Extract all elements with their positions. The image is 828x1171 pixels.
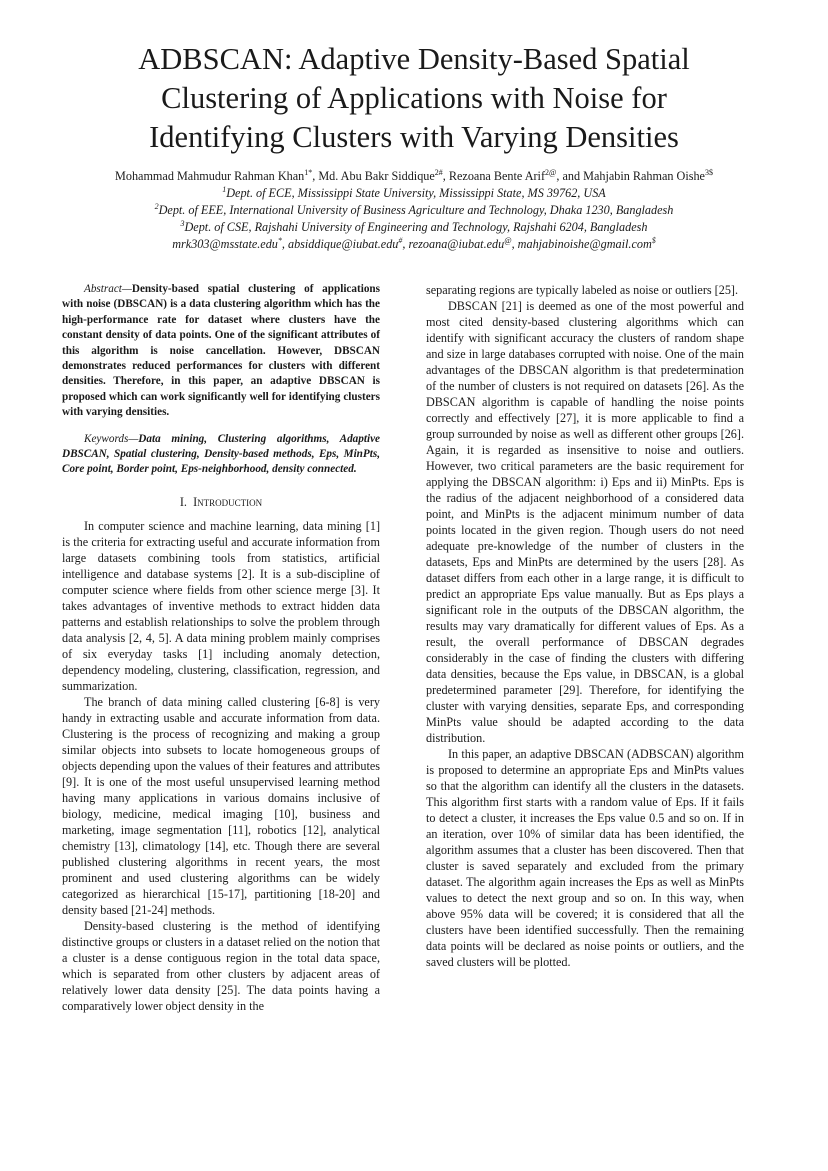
title-line: Identifying Clusters with Varying Densities: [149, 120, 679, 154]
author-name: Mohammad Mahmudur Rahman Khan: [115, 169, 305, 183]
email-marker: @: [504, 235, 512, 245]
keywords-text: Data mining, Clustering algorithms, Adaptive DBSCAN, Spatial clustering, Density-based methods, Eps, MinPts, Core point, Border point, Eps-neighborhood, density connected.: [62, 432, 380, 476]
affiliation: [40, 185, 788, 202]
email: mrk303@msstate.edu: [172, 237, 278, 251]
email: , rezoana@iubat.edu: [402, 237, 505, 251]
body-paragraph: The branch of data mining called clustering [6-8] is very handy in extracting usable and accurate information from data. Clustering is the process of recognizing and making a group similar objects into subsets to locate homogeneous groups of objects depending upon the values of their features and attributes [9]. It is one of the most useful unsupervised learning method having many applications in various domains inclusive of biology, medicine, medical imaging [10], business and marketing, image segmentation [11], robotics [12], analytical chemistry [13], climatology [14], etc. Though there are several published clustering algorithms in recent years, the most prominent and used clustering algorithms can be widely categorized as hierarchical [15-17], partitioning [18-20] and density based [21-24] methods.: [62, 694, 380, 917]
author-marker: 2#: [434, 167, 443, 177]
author-names: [40, 168, 788, 185]
affiliation-text: Dept. of CSE, Rajshahi University of Engineering and Technology, Rajshahi 6204, Bangladesh: [184, 220, 648, 234]
abstract-text: Density-based spatial clustering of applications with noise (DBSCAN) is a data clustering algorithm which has the high-performance rate for dataset where clusters have the constant density of data points. One of the significant attributes of this algorithm is noise cancellation. However, DBSCAN demonstrates reduced performances for clusters with different densities. Therefore, in this paper, an adaptive DBSCAN is proposed which can work significantly well for identifying clusters with varying densities.: [62, 283, 380, 419]
abstract-label: Abstract—: [84, 283, 132, 295]
title-line: ADBSCAN: Adaptive Density-Based Spatial: [138, 42, 690, 76]
title-line: Clustering of Applications with Noise for: [161, 81, 667, 115]
body-paragraph: separating regions are typically labeled as noise or outliers [25].: [426, 283, 739, 297]
right-column: [426, 282, 744, 970]
section-number: I.: [179, 494, 187, 509]
author-name: , Md. Abu Bakr Siddique: [312, 169, 435, 183]
keywords-label: Keywords—: [84, 432, 139, 445]
author-block: [40, 168, 788, 253]
email: , absiddique@iubat.edu: [281, 237, 399, 251]
affiliation-text: Dept. of EEE, International University of Business Agriculture and Technology, Dhaka 1230, Bangladesh: [158, 203, 674, 217]
section-title: Introduction: [193, 494, 263, 509]
body-paragraph: Density-based clustering is the method of identifying distinctive groups or clusters in a dataset relied on the notion that a cluster is a dense contiguous region in the total data space, which is separated from other clusters by adjacent areas of relatively lower data density [25]. The data points having a comparatively lower object density in the: [62, 918, 380, 1013]
author-marker: 1*: [304, 167, 313, 177]
body-paragraph: In computer science and machine learning, data mining [1] is the criteria for extracting useful and accurate information from large datasets combining tools from statistics, artificial intelligence and database systems [2]. It is a sub-discipline of computer science where fields from other science merge [3]. It takes advantages of inventive methods to extract hidden data patterns and establish relationships to solve the problem through data analysis [2, 4, 5]. A data mining problem mainly comprises of six everyday tasks [1] including anomaly detection, dependency modeling, clustering, classification, regression, and summarization.: [62, 518, 380, 693]
email-marker: $: [651, 235, 656, 245]
left-column: [62, 282, 380, 1014]
affiliation-marker: 1: [222, 184, 227, 194]
email: , mahjabinoishe@gmail.com: [511, 237, 652, 251]
section-heading: [62, 494, 380, 510]
affiliation: [40, 202, 788, 219]
email-marker: #: [398, 235, 403, 245]
affiliation-marker: 3: [180, 218, 185, 228]
affiliation-text: Dept. of ECE, Mississippi State University, Mississippi State, MS 39762, USA: [226, 186, 606, 200]
paper-title: [60, 40, 768, 157]
author-name: , Rezoana Bente Arif: [442, 169, 545, 183]
author-name: , and Mahjabin Rahman Oishe: [556, 169, 705, 183]
keywords: [62, 432, 380, 478]
body-paragraph: In this paper, an adaptive DBSCAN (ADBSCAN) algorithm is proposed to determine an appropriate Eps and MinPts values so that the algorithm can identify all the clusters in the datasets. This algorithm first starts with a random value of Eps. If it fails to detect a cluster, it increases the Eps value 0.5 and so on. If in an iteration, over 10% of similar data has been identified, the algorithm assumes that a cluster has been discovered. Then that cluster is saved separately and excluded from the primary dataset. The algorithm again increases the Eps as well as MinPts values to detect the next group and so on. In this way, when above 95% data will be covered; it is considered that all the clusters have been identified successfully. Then the remaining data points will be declared as noise points or outliers, and the saved clusters will be plotted.: [426, 747, 744, 969]
affiliation: [40, 219, 788, 236]
email-marker: *: [277, 235, 282, 245]
author-marker: 2@: [545, 167, 557, 177]
author-emails: [40, 236, 788, 253]
abstract: [62, 282, 380, 421]
author-marker: 3$: [704, 167, 713, 177]
affiliation-marker: 2: [154, 201, 159, 211]
body-paragraph: DBSCAN [21] is deemed as one of the most powerful and most cited density-based clustering algorithms which can identify with significant accuracy the clusters of random shape and size in large databases corrupted with noise. One of the main advantages of the DBSCAN algorithm is that predetermination of the number of clusters is not required on datasets [26]. As the DBSCAN algorithm is capable of handling the noise points correctly and effectively [27], it is more applicable to find a group surrounded by noise as well as different other groups [26]. Again, it is regarded as insensitive to noise and outliers. However, two critical parameters are the basic requirement for applying the DBSCAN algorithm: i) Eps and ii) MinPts. Eps is the radius of the adjacent neighborhood of a considered data point, and MinPts is the adjacent minimum number of data points located in the given region. Though users do not need adequate pre-knowledge of the number of clusters in the datasets, Eps and MinPts are determined by the users [28]. As dataset differs from each other in a large range, it is difficult to predict an appropriate Eps value manually. But as Eps plays a significant role in the outputs of the DBSCAN algorithm, the results may vary dramatically for different values of Eps. As a result, the overall performance of DBSCAN degrades considerably in the case of finding the clusters with differing data densities, because the Eps value, in DBSCAN, is a global predetermined parameter [29]. Therefore, for identifying the cluster with varying densities, separate Eps, and corresponding MinPts value should be adapted according to the data distribution.: [426, 299, 744, 745]
